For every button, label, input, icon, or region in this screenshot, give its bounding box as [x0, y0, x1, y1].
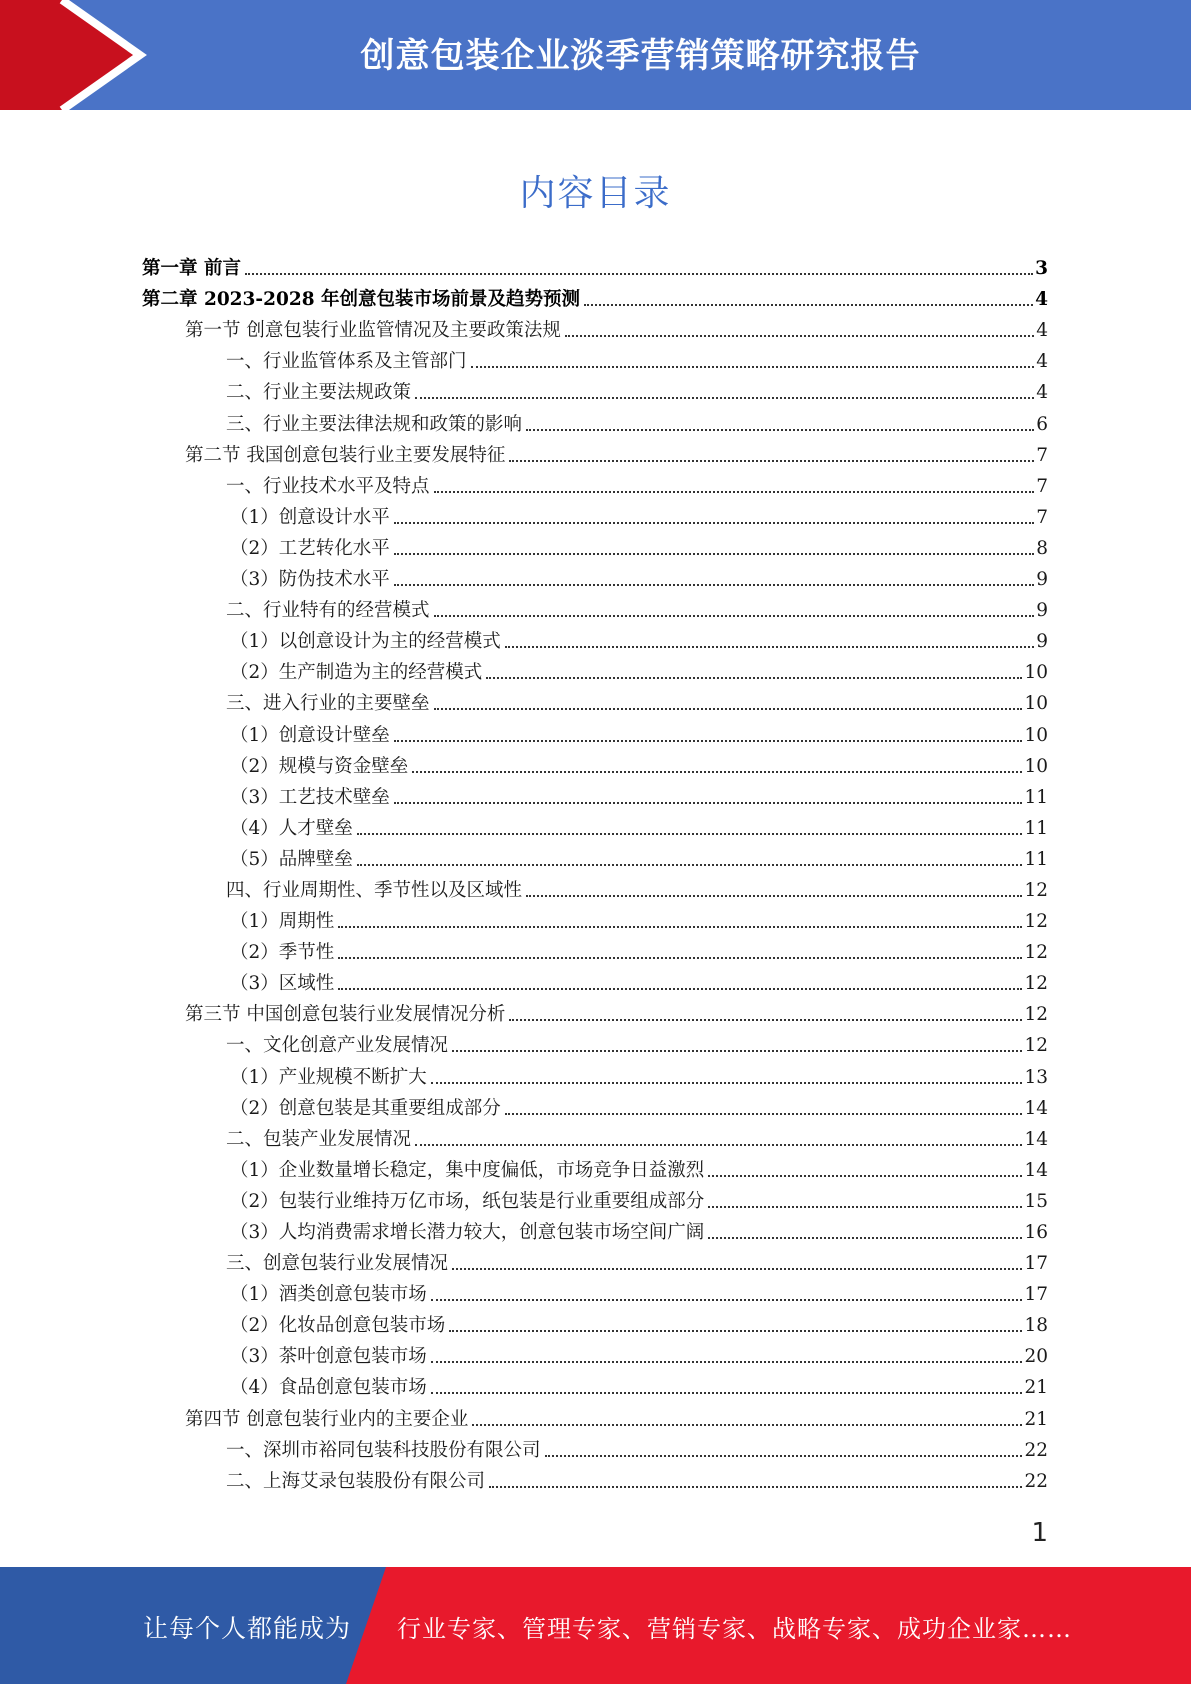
toc-entry[interactable]: [142, 471, 1048, 502]
toc-dot-leader: [486, 677, 1022, 679]
footer-banner: [0, 1567, 1191, 1684]
toc-entry-page: 22: [1024, 1439, 1048, 1461]
toc-entry-title: 第一章 前言: [142, 258, 241, 280]
toc-entry-page: 10: [1024, 693, 1048, 715]
toc-entry-title: （1）产业规模不断扩大: [230, 1066, 427, 1088]
toc-dot-leader: [472, 1424, 1022, 1426]
toc-entry[interactable]: [142, 408, 1048, 439]
toc-entry[interactable]: [142, 440, 1048, 471]
toc-dot-leader: [394, 584, 1034, 586]
toc-dot-leader: [434, 615, 1034, 617]
toc-entry[interactable]: [142, 937, 1048, 968]
toc-dot-leader: [452, 1268, 1022, 1270]
toc-entry[interactable]: [142, 1310, 1048, 1341]
toc-entry[interactable]: [142, 1341, 1048, 1372]
toc-entry-title: （3）区域性: [230, 973, 335, 995]
toc-entry[interactable]: [142, 502, 1048, 533]
toc-entry-page: 12: [1024, 973, 1048, 995]
toc-entry-title: 二、行业主要法规政策: [226, 382, 412, 404]
toc-entry[interactable]: [142, 626, 1048, 657]
toc-dot-leader: [526, 895, 1022, 897]
toc-entry-title: （2）工艺转化水平: [230, 537, 390, 559]
footer-slogan-left: 让每个人都能成为: [143, 1614, 352, 1643]
toc-entry-title: 第一节 创意包装行业监管情况及主要政策法规: [185, 320, 561, 342]
toc-entry-title: 第四节 创意包装行业内的主要企业: [185, 1408, 469, 1430]
toc-entry[interactable]: [142, 1279, 1048, 1310]
toc-entry-page: 14: [1024, 1097, 1048, 1119]
toc-entry-title: 三、行业主要法律法规和政策的影响: [226, 413, 523, 435]
toc-entry-title: （1）酒类创意包装市场: [230, 1284, 427, 1306]
toc-entry[interactable]: [142, 1466, 1048, 1497]
toc-entry-title: 第二节 我国创意包装行业主要发展特征: [185, 444, 506, 466]
toc-entry-title: （4）食品创意包装市场: [230, 1377, 427, 1399]
toc-dot-leader: [394, 522, 1034, 524]
toc-dot-leader: [338, 926, 1022, 928]
toc-dot-leader: [708, 1237, 1022, 1239]
toc-entry-page: 9: [1036, 631, 1048, 653]
toc-entry-page: 9: [1036, 600, 1048, 622]
toc-entry-title: 二、行业特有的经营模式: [226, 600, 430, 622]
toc-entry-title: 一、行业技术水平及特点: [226, 475, 430, 497]
toc-entry-title: （2）创意包装是其重要组成部分: [230, 1097, 501, 1119]
toc-entry[interactable]: [142, 1061, 1048, 1092]
toc-dot-leader: [394, 553, 1034, 555]
toc-entry[interactable]: [142, 315, 1048, 346]
toc-entry-page: 9: [1036, 569, 1048, 591]
toc-dot-leader: [338, 957, 1022, 959]
toc-entry[interactable]: [142, 968, 1048, 999]
toc-entry[interactable]: [142, 1248, 1048, 1279]
toc-dot-leader: [708, 1206, 1022, 1208]
toc-entry-page: 12: [1024, 879, 1048, 901]
toc-entry[interactable]: [142, 719, 1048, 750]
toc-entry-page: 8: [1036, 537, 1048, 559]
toc-entry-page: 3: [1035, 258, 1048, 280]
toc-entry-title: （1）企业数量增长稳定，集中度偏低，市场竞争日益激烈: [230, 1159, 705, 1181]
toc-entry-title: （2）季节性: [230, 942, 335, 964]
toc-entry[interactable]: [142, 782, 1048, 813]
page-number: 1: [1031, 1518, 1048, 1548]
toc-dot-leader: [434, 491, 1034, 493]
toc-entry-page: 17: [1024, 1284, 1048, 1306]
table-of-contents: [142, 253, 1048, 1497]
toc-entry-title: （1）周期性: [230, 911, 335, 933]
toc-entry-page: 6: [1036, 413, 1048, 435]
toc-entry-title: 第二章 2023-2028 年创意包装市场前景及趋势预测: [142, 289, 581, 311]
toc-entry-page: 17: [1024, 1253, 1048, 1275]
toc-entry[interactable]: [142, 751, 1048, 782]
toc-entry-title: 第三节 中国创意包装行业发展情况分析: [185, 1004, 506, 1026]
toc-entry-title: （3）茶叶创意包装市场: [230, 1346, 427, 1368]
toc-heading: 内容目录: [519, 173, 672, 214]
toc-entry-page: 12: [1024, 942, 1048, 964]
toc-dot-leader: [526, 429, 1034, 431]
toc-entry-title: 一、文化创意产业发展情况: [226, 1035, 449, 1057]
toc-entry[interactable]: [142, 688, 1048, 719]
toc-dot-leader: [394, 740, 1023, 742]
toc-entry[interactable]: [142, 1155, 1048, 1186]
toc-entry-page: 21: [1024, 1377, 1048, 1399]
toc-dot-leader: [452, 1050, 1022, 1052]
toc-entry[interactable]: [142, 1403, 1048, 1434]
toc-entry[interactable]: [142, 1372, 1048, 1403]
toc-entry-title: 四、行业周期性、季节性以及区域性: [226, 879, 523, 901]
toc-dot-leader: [415, 397, 1034, 399]
toc-entry-title: （3）人均消费需求增长潜力较大，创意包装市场空间广阔: [230, 1222, 705, 1243]
toc-entry-page: 10: [1024, 755, 1048, 777]
toc-entry-page: 12: [1024, 911, 1048, 933]
toc-entry-title: 二、包装产业发展情况: [226, 1128, 412, 1150]
toc-dot-leader: [449, 1330, 1022, 1332]
toc-entry-title: （2）规模与资金壁垒: [230, 755, 409, 777]
toc-entry[interactable]: [142, 875, 1048, 906]
toc-dot-leader: [357, 864, 1023, 866]
toc-entry-title: （2）化妆品创意包装市场: [230, 1315, 446, 1337]
toc-entry[interactable]: [142, 1435, 1048, 1466]
toc-entry-title: （1）创意设计水平: [230, 506, 390, 528]
toc-dot-leader: [545, 1455, 1023, 1457]
toc-entry[interactable]: [142, 657, 1048, 688]
toc-entry-page: 4: [1035, 289, 1048, 311]
toc-dot-leader: [338, 988, 1022, 990]
toc-entry-page: 14: [1024, 1159, 1048, 1181]
toc-dot-leader: [505, 1113, 1023, 1115]
toc-entry[interactable]: [142, 533, 1048, 564]
toc-entry[interactable]: [142, 595, 1048, 626]
toc-dot-leader: [394, 802, 1023, 804]
toc-entry-page: 12: [1024, 1004, 1048, 1026]
toc-entry-page: 20: [1024, 1346, 1048, 1368]
toc-entry-title: （2）包装行业维持万亿市场，纸包装是行业重要组成部分: [230, 1190, 705, 1212]
toc-entry[interactable]: [142, 284, 1048, 315]
toc-entry-page: 11: [1024, 786, 1048, 808]
toc-entry[interactable]: [142, 1186, 1048, 1217]
toc-entry-page: 11: [1024, 848, 1048, 870]
toc-dot-leader: [489, 1486, 1022, 1488]
toc-dot-leader: [708, 1175, 1022, 1177]
toc-entry-page: 12: [1024, 1035, 1048, 1057]
toc-dot-leader: [431, 1392, 1023, 1394]
toc-entry[interactable]: [142, 346, 1048, 377]
toc-dot-leader: [434, 708, 1023, 710]
toc-entry[interactable]: [142, 813, 1048, 844]
toc-entry-page: 13: [1024, 1066, 1048, 1088]
toc-dot-leader: [415, 1144, 1022, 1146]
toc-entry[interactable]: [142, 1124, 1048, 1155]
toc-entry-page: 21: [1024, 1408, 1048, 1430]
toc-dot-leader: [509, 1019, 1022, 1021]
toc-entry[interactable]: [142, 253, 1048, 284]
toc-entry[interactable]: [142, 1217, 1048, 1248]
toc-entry[interactable]: [142, 564, 1048, 595]
toc-dot-leader: [471, 366, 1034, 368]
toc-dot-leader: [505, 646, 1034, 648]
toc-entry-page: 7: [1036, 444, 1048, 466]
toc-entry-page: 4: [1036, 382, 1048, 404]
toc-dot-leader: [565, 335, 1034, 337]
toc-entry-title: （4）人才壁垒: [230, 817, 353, 839]
toc-entry-page: 4: [1036, 351, 1048, 373]
toc-entry-page: 11: [1024, 817, 1048, 839]
toc-entry-page: 22: [1024, 1470, 1048, 1492]
toc-entry-title: 三、进入行业的主要壁垒: [226, 693, 430, 715]
toc-entry-title: 二、上海艾录包装股份有限公司: [226, 1470, 486, 1492]
toc-dot-leader: [412, 771, 1022, 773]
toc-entry-page: 16: [1024, 1222, 1048, 1243]
toc-entry-page: 7: [1036, 506, 1048, 528]
toc-entry-title: （3）工艺技术壁垒: [230, 786, 390, 808]
toc-dot-leader: [357, 833, 1023, 835]
toc-entry-title: 一、行业监管体系及主管部门: [226, 351, 467, 373]
toc-entry-page: 4: [1036, 320, 1048, 342]
toc-dot-leader: [431, 1299, 1023, 1301]
toc-entry[interactable]: [142, 1030, 1048, 1061]
toc-entry[interactable]: [142, 906, 1048, 937]
toc-entry-title: 三、创意包装行业发展情况: [226, 1253, 449, 1275]
toc-entry-page: 18: [1024, 1315, 1048, 1337]
toc-entry-title: （2）生产制造为主的经营模式: [230, 662, 483, 684]
toc-entry-title: （3）防伪技术水平: [230, 569, 390, 591]
toc-entry-title: 一、深圳市裕同包装科技股份有限公司: [226, 1439, 541, 1461]
toc-entry-title: （5）品牌壁垒: [230, 848, 353, 870]
footer-slogan-right: 行业专家、管理专家、营销专家、战略专家、成功企业家……: [397, 1615, 1072, 1643]
toc-entry-page: 10: [1024, 724, 1048, 746]
header-banner: [0, 0, 1191, 110]
toc-entry[interactable]: [142, 844, 1048, 875]
toc-entry-page: 7: [1036, 475, 1048, 497]
toc-entry[interactable]: [142, 999, 1048, 1030]
toc-entry-page: 15: [1024, 1190, 1048, 1212]
toc-entry-page: 10: [1024, 662, 1048, 684]
toc-dot-leader: [245, 273, 1033, 275]
toc-entry-title: （1）创意设计壁垒: [230, 724, 390, 746]
toc-entry-page: 14: [1024, 1128, 1048, 1150]
toc-dot-leader: [584, 304, 1033, 306]
toc-entry-title: （1）以创意设计为主的经营模式: [230, 631, 501, 653]
toc-dot-leader: [431, 1361, 1023, 1363]
toc-entry[interactable]: [142, 1093, 1048, 1124]
toc-dot-leader: [431, 1082, 1023, 1084]
report-title: 创意包装企业淡季营销策略研究报告: [360, 36, 921, 76]
toc-entry[interactable]: [142, 377, 1048, 408]
toc-dot-leader: [509, 460, 1034, 462]
